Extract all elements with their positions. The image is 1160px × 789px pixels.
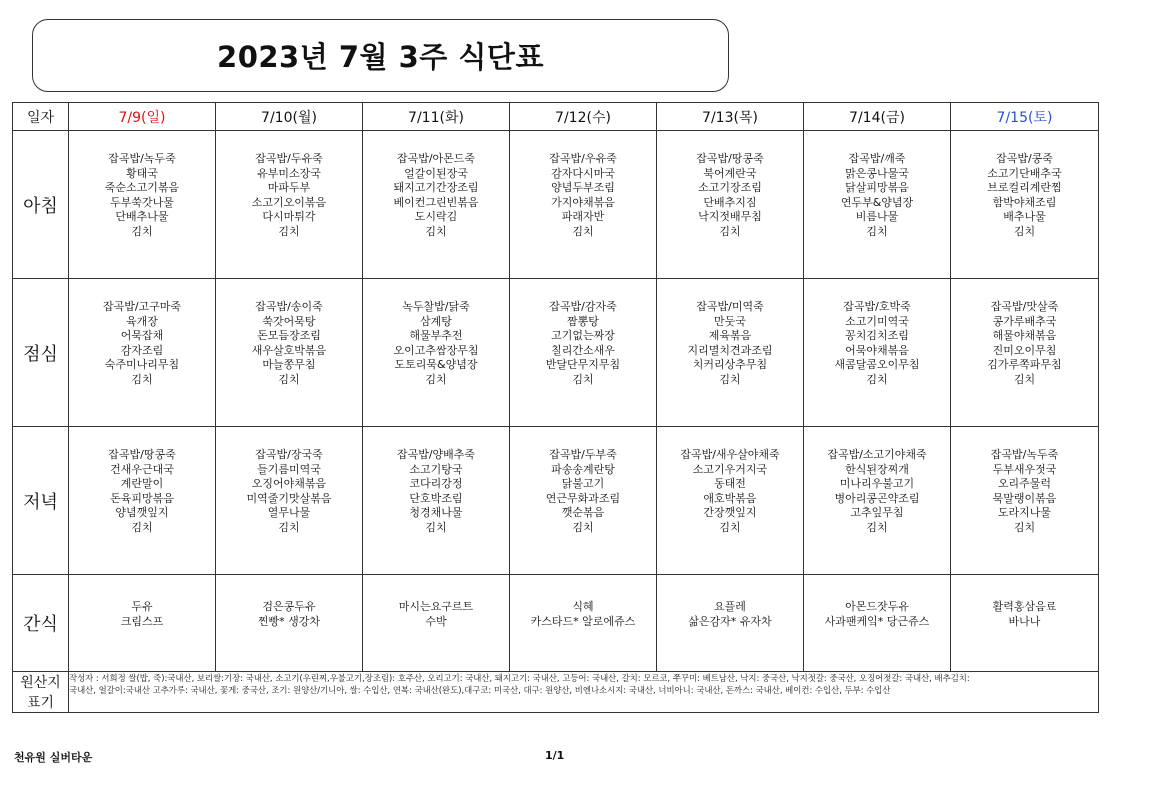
menu-item: 녹두찰밥/닭죽 bbox=[402, 300, 470, 313]
menu-item: 잡곡밥/새우살야채죽 bbox=[680, 448, 780, 461]
menu-item: 두부쑥갓나물 bbox=[110, 195, 174, 209]
day-header: 7/11(화) bbox=[363, 103, 510, 131]
menu-item: 애호박볶음 bbox=[703, 491, 757, 505]
menu-item: 오리주물럭 bbox=[997, 477, 1052, 491]
snack-item: 검은콩두유 bbox=[262, 600, 316, 613]
menu-item: 돼지고기간장조림 bbox=[393, 181, 479, 195]
menu-item: 단배추나물 bbox=[115, 210, 169, 224]
menu-cell bbox=[951, 427, 1099, 575]
menu-item: 미역줄기맛살볶음 bbox=[246, 491, 332, 505]
menu-item: 단호박조림 bbox=[409, 491, 463, 505]
page-number: 1/1 bbox=[545, 749, 565, 762]
menu-item: 소고기우거지국 bbox=[692, 462, 768, 476]
menu-item: 소고기오이볶음 bbox=[251, 195, 327, 209]
meal-label: 저녁 bbox=[13, 427, 69, 575]
menu-item: 김치 bbox=[278, 372, 300, 386]
page-title: 2023년 7월 3주 식단표 bbox=[217, 40, 544, 74]
menu-item: 꽁치김치조림 bbox=[845, 329, 909, 343]
menu-item: 오징어야채볶음 bbox=[251, 477, 327, 491]
menu-item: 제육볶음 bbox=[708, 329, 752, 343]
menu-item: 브로컬리계란찜 bbox=[987, 181, 1062, 195]
menu-item: 연근무화과조림 bbox=[545, 491, 621, 505]
menu-cell bbox=[363, 131, 510, 279]
day-header: 7/13(목) bbox=[657, 103, 804, 131]
menu-item: 어묵야채볶음 bbox=[845, 343, 909, 357]
snack-cell bbox=[363, 575, 510, 672]
menu-table bbox=[12, 102, 1099, 713]
menu-item: 숙주미나리무침 bbox=[104, 358, 180, 372]
origin-label: 원산지 표기 bbox=[13, 672, 69, 713]
meal-label: 간식 bbox=[13, 575, 69, 672]
menu-item: 해물야채볶음 bbox=[992, 329, 1057, 343]
menu-item: 진미오이무침 bbox=[992, 343, 1057, 357]
snack-item: 두유 bbox=[131, 600, 153, 613]
menu-item: 잡곡밥/두부죽 bbox=[549, 448, 617, 461]
menu-item: 소고기장조림 bbox=[698, 181, 762, 195]
menu-item: 콩가루배추국 bbox=[992, 314, 1057, 328]
menu-item: 김치 bbox=[719, 224, 741, 238]
menu-item: 돈육피망볶음 bbox=[110, 491, 174, 505]
menu-item: 황태국 bbox=[126, 166, 158, 180]
meal-row bbox=[13, 427, 1099, 575]
menu-item: 단배추지짐 bbox=[703, 195, 757, 209]
menu-item: 잡곡밥/장국죽 bbox=[255, 448, 323, 461]
menu-item: 도토리묵&양념장 bbox=[394, 358, 478, 372]
menu-item: 잡곡밥/땅콩죽 bbox=[108, 448, 176, 461]
snack-cell bbox=[804, 575, 951, 672]
menu-item: 짬뽕탕 bbox=[567, 314, 599, 328]
menu-item: 감자다시마국 bbox=[551, 166, 615, 180]
menu-item: 한식된장찌개 bbox=[845, 462, 909, 476]
menu-item: 닭살피망볶음 bbox=[845, 181, 909, 195]
snack-item: 사과팬케잌* 당근쥬스 bbox=[824, 614, 930, 628]
menu-item: 잡곡밥/녹두죽 bbox=[990, 448, 1059, 461]
menu-cell bbox=[69, 427, 216, 575]
origin-text bbox=[69, 672, 1099, 713]
menu-cell bbox=[510, 279, 657, 427]
snack-cell bbox=[951, 575, 1099, 672]
menu-cell bbox=[216, 427, 363, 575]
menu-item: 맑은콩나물국 bbox=[845, 166, 909, 180]
menu-cell bbox=[657, 279, 804, 427]
menu-item: 마늘쫑무침 bbox=[262, 358, 316, 372]
menu-item: 해물부추전 bbox=[409, 329, 463, 343]
menu-item: 잡곡밥/양배추죽 bbox=[396, 448, 476, 461]
menu-item: 북어계란국 bbox=[703, 166, 757, 180]
menu-item: 잡곡밥/두유죽 bbox=[255, 152, 323, 165]
menu-cell bbox=[804, 427, 951, 575]
menu-item: 소고기미역국 bbox=[845, 314, 909, 328]
menu-item: 마파두부 bbox=[267, 181, 311, 195]
menu-item: 연두부&양념장 bbox=[840, 195, 914, 209]
menu-item: 낙지젓배무침 bbox=[698, 210, 762, 224]
snack-item: 바나나 bbox=[1008, 614, 1041, 628]
menu-item: 잡곡밥/송이죽 bbox=[255, 300, 323, 313]
snack-cell bbox=[216, 575, 363, 672]
menu-item: 지리멸치견과조림 bbox=[687, 343, 773, 357]
menu-item: 건새우근대국 bbox=[110, 462, 174, 476]
menu-item: 반달단무지무침 bbox=[545, 358, 621, 372]
menu-item: 병아리콩곤약조림 bbox=[834, 491, 920, 505]
menu-item: 잡곡밥/깨죽 bbox=[848, 152, 906, 165]
menu-item: 묵말랭이볶음 bbox=[992, 491, 1057, 505]
menu-item: 다시마튀각 bbox=[262, 210, 316, 224]
menu-item: 감자조림 bbox=[120, 343, 164, 357]
menu-item: 김치 bbox=[866, 372, 888, 386]
menu-item: 들기름미역국 bbox=[257, 462, 321, 476]
menu-item: 잡곡밥/소고기야채죽 bbox=[827, 448, 927, 461]
menu-item: 죽순소고기볶음 bbox=[104, 181, 180, 195]
menu-item: 양념깻잎지 bbox=[115, 506, 169, 520]
menu-item: 잡곡밥/콩죽 bbox=[996, 152, 1053, 165]
menu-item: 쑥갓어묵탕 bbox=[262, 314, 316, 328]
day-header: 7/10(월) bbox=[216, 103, 363, 131]
meal-label: 점심 bbox=[13, 279, 69, 427]
menu-item: 만둣국 bbox=[714, 314, 746, 328]
menu-item: 잡곡밥/맛살죽 bbox=[990, 300, 1059, 313]
menu-item: 계란말이 bbox=[120, 477, 164, 491]
snack-item: 마시는요구르트 bbox=[398, 600, 474, 613]
meal-row bbox=[13, 279, 1099, 427]
menu-cell bbox=[69, 131, 216, 279]
snack-item: 삶은감자* 유자차 bbox=[688, 614, 772, 628]
menu-item: 유부미소장국 bbox=[257, 166, 321, 180]
snack-cell bbox=[657, 575, 804, 672]
menu-cell bbox=[363, 427, 510, 575]
menu-item: 두부새우젓국 bbox=[992, 462, 1057, 476]
menu-item: 김치 bbox=[1013, 520, 1036, 534]
snack-item: 식혜 bbox=[572, 600, 594, 613]
menu-item: 소고기단배추국 bbox=[987, 166, 1062, 180]
menu-item: 김치 bbox=[719, 372, 741, 386]
menu-item: 고추잎무침 bbox=[850, 506, 904, 520]
facility-name: 천유원 실버타운 bbox=[14, 751, 93, 764]
origin-line: 국내산, 얼갈이:국내산 고추가루: 국내산, 꽃게: 중국산, 조기: 원양산/기니아, 쌀: 수입산, 연복: 국내산(완도),대구코: 미국산, 대구: 원양산, 비엔나소시지: 국내산, 너비아니: 국내산, 돈까스: 국내산, 베이컨: 수입산, 두부: 수입산 bbox=[69, 685, 891, 695]
menu-item: 잡곡밥/미역죽 bbox=[696, 300, 764, 313]
meal-row bbox=[13, 131, 1099, 279]
menu-item: 칠리간소새우 bbox=[551, 343, 615, 357]
menu-item: 비름나물 bbox=[855, 210, 899, 224]
snack-item: 크림스프 bbox=[120, 614, 164, 628]
menu-item: 가지야채볶음 bbox=[551, 195, 615, 209]
menu-cell bbox=[363, 279, 510, 427]
menu-item: 김치 bbox=[572, 224, 594, 238]
snack-cell bbox=[69, 575, 216, 672]
menu-item: 김치 bbox=[131, 372, 153, 386]
menu-item: 김치 bbox=[131, 520, 153, 534]
menu-item: 김치 bbox=[425, 520, 447, 534]
menu-item: 김치 bbox=[1013, 372, 1036, 386]
menu-item: 베이컨그린빈볶음 bbox=[393, 195, 479, 209]
title-box bbox=[32, 19, 729, 92]
menu-item: 고기없는짜장 bbox=[551, 329, 615, 343]
menu-cell bbox=[951, 279, 1099, 427]
menu-item: 김치 bbox=[131, 224, 153, 238]
date-header-label: 일자 bbox=[13, 103, 69, 131]
menu-item: 간장깻잎지 bbox=[703, 506, 757, 520]
menu-item: 코다리강정 bbox=[409, 477, 463, 491]
snack-item: 수박 bbox=[425, 614, 447, 628]
snack-item: 요플레 bbox=[714, 600, 746, 613]
origin-line: 작성자 : 서희정 쌀(밥, 죽):국내산, 보리쌀:기장: 국내산, 소고기(우린찌,우불고기,장조림): 호주산, 오리고기: 국내산, 돼지고기: 국내산, 고등어: 국내산, 갈치: 모르코, 쭈꾸미: 베트남산, 낙지: 중국산, 낙지젓갈: 중국산, 오징어젓갈: 국내산, 배추김치: bbox=[69, 673, 970, 683]
menu-item: 도라지나물 bbox=[997, 506, 1052, 520]
menu-item: 파래자반 bbox=[561, 210, 605, 224]
menu-item: 김치 bbox=[278, 520, 300, 534]
menu-cell bbox=[951, 131, 1099, 279]
menu-item: 양념두부조림 bbox=[551, 181, 615, 195]
menu-item: 김가루쪽파무침 bbox=[987, 358, 1062, 372]
menu-cell bbox=[804, 279, 951, 427]
menu-item: 돈모듬장조림 bbox=[257, 329, 321, 343]
menu-item: 소고기탕국 bbox=[409, 462, 463, 476]
menu-cell bbox=[510, 427, 657, 575]
menu-item: 잡곡밥/녹두죽 bbox=[108, 152, 176, 165]
menu-item: 육개장 bbox=[126, 314, 158, 328]
day-header: 7/15(토) bbox=[951, 103, 1099, 131]
menu-item: 잡곡밥/고구마죽 bbox=[102, 300, 182, 313]
menu-item: 닭불고기 bbox=[561, 477, 605, 491]
menu-item: 잡곡밥/아몬드죽 bbox=[396, 152, 476, 165]
snack-item: 활력홍삼음료 bbox=[992, 600, 1057, 613]
menu-item: 잡곡밥/우유죽 bbox=[549, 152, 617, 165]
menu-item: 어묵잡채 bbox=[120, 329, 164, 343]
day-header: 7/14(금) bbox=[804, 103, 951, 131]
menu-item: 김치 bbox=[278, 224, 300, 238]
day-header: 7/12(수) bbox=[510, 103, 657, 131]
menu-item: 김치 bbox=[425, 224, 447, 238]
menu-item: 동태전 bbox=[714, 477, 746, 491]
origin-row bbox=[13, 672, 1099, 713]
menu-item: 청경채나물 bbox=[409, 506, 463, 520]
snack-cell bbox=[510, 575, 657, 672]
menu-item: 잡곡밥/땅콩죽 bbox=[696, 152, 764, 165]
menu-item: 김치 bbox=[1013, 224, 1036, 238]
menu-cell bbox=[216, 279, 363, 427]
menu-item: 파송송계란탕 bbox=[551, 462, 615, 476]
menu-cell bbox=[216, 131, 363, 279]
menu-item: 김치 bbox=[572, 520, 594, 534]
menu-item: 잡곡밥/감자죽 bbox=[549, 300, 617, 313]
day-header: 7/9(일) bbox=[69, 103, 216, 131]
menu-item: 김치 bbox=[425, 372, 447, 386]
snack-item: 아몬드잣두유 bbox=[845, 600, 909, 613]
menu-cell bbox=[657, 427, 804, 575]
menu-item: 김치 bbox=[719, 520, 741, 534]
menu-item: 배추나물 bbox=[1003, 210, 1046, 224]
menu-item: 미나리우불고기 bbox=[839, 477, 915, 491]
meal-label: 아침 bbox=[13, 131, 69, 279]
header-row bbox=[13, 103, 1099, 131]
menu-cell bbox=[804, 131, 951, 279]
menu-item: 김치 bbox=[866, 224, 888, 238]
snack-item: 카스타드* 알로에쥬스 bbox=[530, 614, 636, 628]
menu-item: 열무나물 bbox=[267, 506, 311, 520]
menu-item: 새우살호박볶음 bbox=[251, 343, 327, 357]
menu-item: 김치 bbox=[866, 520, 888, 534]
menu-cell bbox=[657, 131, 804, 279]
menu-item: 김치 bbox=[572, 372, 594, 386]
menu-item: 오이고추쌈장무침 bbox=[393, 343, 479, 357]
snack-row bbox=[13, 575, 1099, 672]
menu-item: 잡곡밥/호박죽 bbox=[843, 300, 911, 313]
menu-item: 치커리상추무침 bbox=[692, 358, 768, 372]
menu-item: 얼갈이된장국 bbox=[404, 166, 468, 180]
menu-item: 새콤달콤오이무침 bbox=[834, 358, 920, 372]
menu-item: 함박야채조림 bbox=[992, 195, 1057, 209]
snack-item: 찐빵* 생강차 bbox=[257, 614, 321, 628]
menu-item: 삼계탕 bbox=[420, 314, 452, 328]
menu-item: 깻순볶음 bbox=[561, 506, 605, 520]
menu-item: 도시락김 bbox=[414, 210, 458, 224]
menu-cell bbox=[510, 131, 657, 279]
menu-cell bbox=[69, 279, 216, 427]
